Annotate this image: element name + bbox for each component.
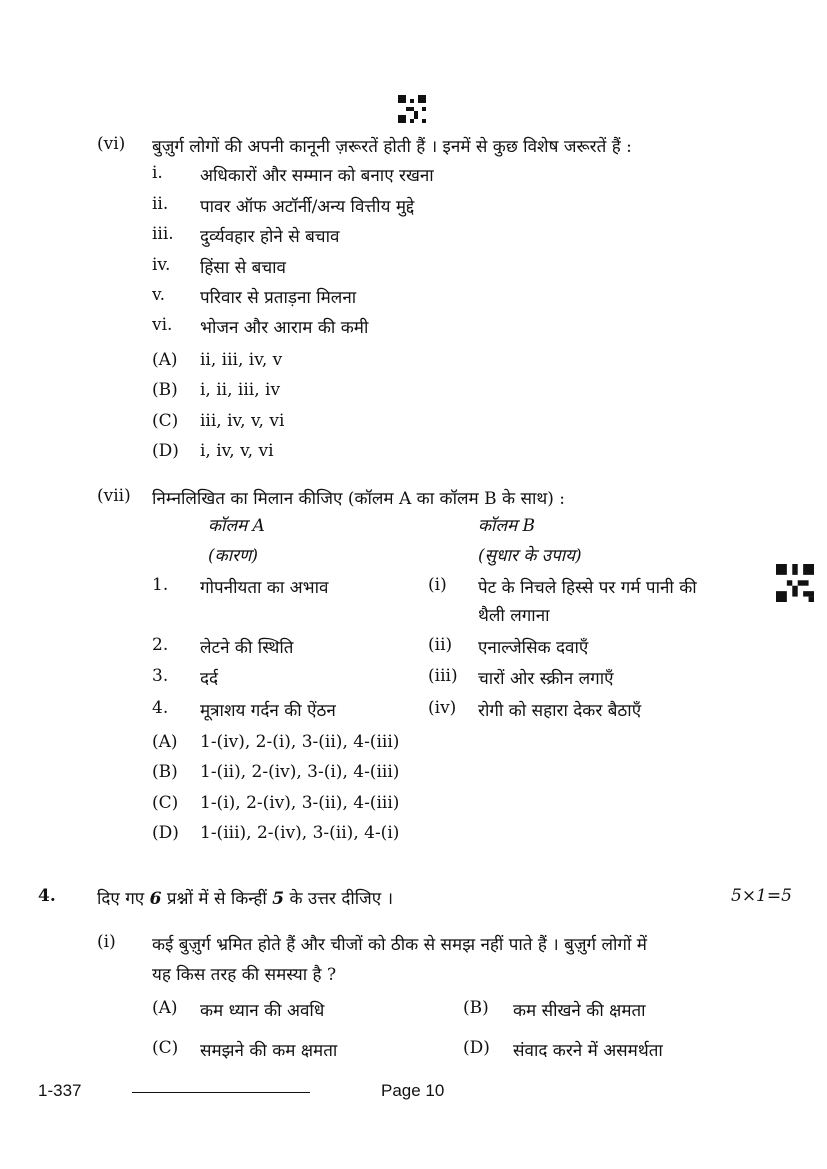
- option-label: (C): [152, 1038, 179, 1058]
- match-row-a-number: 4.: [152, 698, 169, 718]
- sub-question-text-cont: यह किस तरह की समस्या है ?: [152, 965, 337, 985]
- item-number: iii.: [152, 224, 174, 244]
- match-row-a-text: लेटने की स्थिति: [200, 638, 294, 658]
- option-text: कम सीखने की क्षमता: [513, 1001, 646, 1021]
- match-row-b-text: एनाल्जेसिक दवाएँ: [478, 638, 589, 658]
- option-label: (B): [463, 998, 489, 1018]
- column-a-heading: कॉलम A: [208, 516, 265, 536]
- match-row-a-text: दर्द: [200, 669, 219, 689]
- column-b-heading: कॉलम B: [478, 516, 536, 536]
- match-row-a-text: मूत्राशय गर्दन की ऐंठन: [200, 701, 336, 721]
- item-text: अधिकारों और सम्मान को बनाए रखना: [200, 166, 434, 186]
- option-text: ii, iii, iv, v: [200, 350, 283, 370]
- option-label: (A): [152, 732, 178, 752]
- item-text: दुर्व्यवहार होने से बचाव: [200, 227, 340, 247]
- question-text: निम्नलिखित का मिलान कीजिए (कॉलम A का कॉलम B के साथ) :: [152, 489, 565, 509]
- qr-code-icon: [398, 95, 426, 123]
- qr-code-icon: [776, 564, 814, 602]
- item-text: भोजन और आराम की कमी: [200, 318, 369, 338]
- instruction-part: दिए गए: [97, 889, 150, 909]
- match-row-a-number: 3.: [152, 666, 169, 686]
- option-label: (A): [152, 998, 178, 1018]
- option-label: (D): [152, 441, 179, 461]
- match-row-a-text: गोपनीयता का अभाव: [200, 578, 329, 598]
- question-number: (vi): [97, 134, 126, 154]
- item-number: iv.: [152, 255, 171, 275]
- instruction-number: 6: [149, 889, 162, 909]
- instruction-part: के उत्तर दीजिए ।: [284, 889, 394, 909]
- match-row-b-number: (iii): [428, 666, 458, 686]
- question-number: 4.: [38, 886, 56, 906]
- option-text: i, ii, iii, iv: [200, 380, 281, 400]
- option-label: (A): [152, 350, 178, 370]
- item-number: i.: [152, 163, 163, 183]
- item-text: पावर ऑफ अटॉर्नी/अन्य वित्तीय मुद्दे: [200, 197, 415, 217]
- match-row-b-text: पेट के निचले हिस्से पर गर्म पानी की: [478, 578, 697, 598]
- item-text: परिवार से प्रताड़ना मिलना: [200, 288, 357, 308]
- match-row-b-text-cont: थैली लगाना: [478, 606, 550, 626]
- marks-label: 5×1=5: [731, 886, 792, 906]
- option-text: i, iv, v, vi: [200, 441, 274, 461]
- match-row-b-number: (ii): [428, 635, 453, 655]
- match-row-a-number: 2.: [152, 635, 169, 655]
- option-text: 1-(iii), 2-(iv), 3-(ii), 4-(i): [200, 823, 400, 843]
- item-number: v.: [152, 285, 165, 305]
- sub-question-text: कई बुज़ुर्ग भ्रमित होते हैं और चीजों को ठीक से समझ नहीं पाते हैं । बुज़ुर्ग लोगों में: [152, 935, 647, 955]
- option-label: (C): [152, 411, 179, 431]
- footer-divider: [132, 1092, 310, 1093]
- item-number: vi.: [152, 315, 173, 335]
- question-instruction: [97, 886, 393, 909]
- option-text: 1-(i), 2-(iv), 3-(ii), 4-(iii): [200, 793, 400, 813]
- item-text: हिंसा से बचाव: [200, 258, 286, 278]
- match-row-a-number: 1.: [152, 575, 169, 595]
- option-text: कम ध्यान की अवधि: [200, 1001, 325, 1021]
- column-b-subheading: (सुधार के उपाय): [478, 546, 582, 566]
- paper-code: 1-337: [38, 1081, 82, 1100]
- sub-question-number: (i): [97, 932, 116, 952]
- instruction-number: 5: [272, 889, 285, 909]
- option-text: संवाद करने में असमर्थता: [513, 1041, 663, 1061]
- option-text: समझने की कम क्षमता: [200, 1041, 338, 1061]
- option-text: 1-(ii), 2-(iv), 3-(i), 4-(iii): [200, 762, 400, 782]
- page-number: Page 10: [381, 1081, 445, 1100]
- option-label: (D): [463, 1038, 490, 1058]
- option-label: (D): [152, 823, 179, 843]
- match-row-b-number: (iv): [428, 698, 457, 718]
- option-text: iii, iv, v, vi: [200, 411, 285, 431]
- question-number: (vii): [97, 486, 131, 506]
- column-a-subheading: (कारण): [208, 546, 258, 566]
- option-label: (B): [152, 762, 178, 782]
- instruction-part: प्रश्नों में से किन्हीं: [161, 889, 273, 909]
- match-row-b-text: रोगी को सहारा देकर बैठाएँ: [478, 701, 642, 721]
- option-text: 1-(iv), 2-(i), 3-(ii), 4-(iii): [200, 732, 400, 752]
- option-label: (B): [152, 380, 178, 400]
- match-row-b-number: (i): [428, 575, 447, 595]
- option-label: (C): [152, 793, 179, 813]
- match-row-b-text: चारों ओर स्क्रीन लगाएँ: [478, 669, 614, 689]
- item-number: ii.: [152, 194, 169, 214]
- question-text: बुज़ुर्ग लोगों की अपनी कानूनी ज़रूरतें होती हैं । इनमें से कुछ विशेष जरूरतें हैं :: [152, 137, 632, 157]
